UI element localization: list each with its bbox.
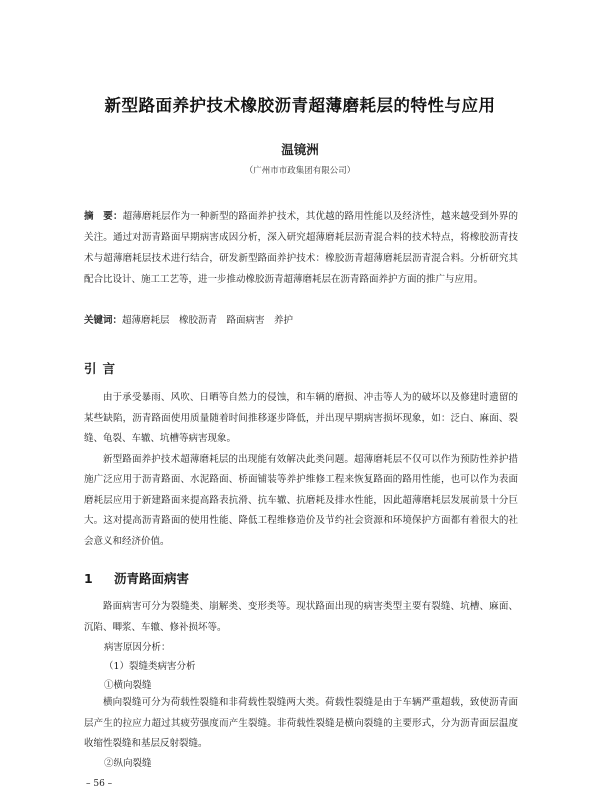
keywords-label: 关键词： bbox=[84, 315, 123, 326]
item-paragraph-text: 横向裂缝可分为荷载性裂缝和非荷载性裂缝两大类。荷载性裂缝是由于车辆严重超载，致使沥青面层产生的拉应力超过其疲劳强度而产生裂缝。非荷载性裂缝是横向裂缝的主要形式，分为沥青面层温度收缩性裂缝和基层反射裂缝。 bbox=[84, 697, 518, 749]
intro-body bbox=[84, 388, 518, 552]
cause-label: 病害原因分析： bbox=[104, 642, 171, 653]
page-number: – 56 – bbox=[86, 779, 113, 789]
intro-paragraph: 由于承受暴雨、风吹、日晒等自然力的侵蚀，和车辆的磨损、冲击等人为的破坏以及修建时遗留的某些缺陷，沥青路面使用质量随着时间推移逐步降低，并出现早期病害损坏现象，如：泛白、麻面、裂缝、龟裂、车辙、坑槽等病害现象。 bbox=[84, 392, 518, 444]
abstract bbox=[84, 206, 518, 290]
list-item: ②纵向裂缝 bbox=[104, 758, 152, 769]
article-title: 新型路面养护技术橡胶沥青超薄磨耗层的特性与应用 bbox=[104, 96, 496, 115]
item-paragraph bbox=[84, 693, 518, 755]
intro-heading: 引言 bbox=[84, 361, 122, 376]
keywords bbox=[84, 312, 518, 326]
abstract-text: 超薄磨耗层作为一种新型的路面养护技术，其优越的路用性能以及经济性，越来越受到外界的关注。通过对沥青路面早期病害成因分析，深入研究超薄磨耗层沥青混合料的技术特点，将橡胶沥青技术与超薄磨耗层技术进行结合，研发新型路面养护技术：橡胶沥青超薄磨耗层沥青混合料。分析研究其配合比设计、施工工艺等，进一步推动橡胶沥青超薄磨耗层在沥青路面养护方面的推广与应用。 bbox=[84, 211, 518, 285]
section-paragraph bbox=[84, 597, 518, 638]
subheading: （1）裂缝类病害分析 bbox=[104, 661, 196, 672]
section-title: 沥青路面病害 bbox=[114, 571, 190, 586]
intro-paragraph: 新型路面养护技术超薄磨耗层的出现能有效解决此类问题。超薄磨耗层不仅可以作为预防性养护措施广泛应用于沥青路面、水泥路面、桥面铺装等养护维修工程来恢复路面的路用性能，也可以作为表面磨耗层应用于新建路面来提高路表抗滑、抗车辙、抗磨耗及排水性能，因此超薄磨耗层发展前景十分巨大。这对提高沥青路面的使用性能、降低工程维修造价及节约社会资源和环境保护方面都有着很大的社会意义和经济价值。 bbox=[84, 453, 518, 547]
keywords-text: 超薄磨耗层 橡胶沥青 路面病害 养护 bbox=[122, 315, 294, 326]
author-affiliation: （广州市市政集团有限公司） bbox=[244, 166, 356, 176]
section-paragraph-text: 路面病害可分为裂缝类、崩解类、变形类等。现状路面出现的病害类型主要有裂缝、坑槽、麻面、沉陷、唧浆、车辙、修补损坏等。 bbox=[84, 601, 518, 633]
list-item: ①横向裂缝 bbox=[104, 680, 152, 691]
abstract-label: 摘 要： bbox=[84, 211, 123, 222]
section-number: 1 bbox=[84, 571, 93, 586]
author-name: 温镜洲 bbox=[281, 142, 319, 157]
section-heading bbox=[84, 569, 189, 587]
